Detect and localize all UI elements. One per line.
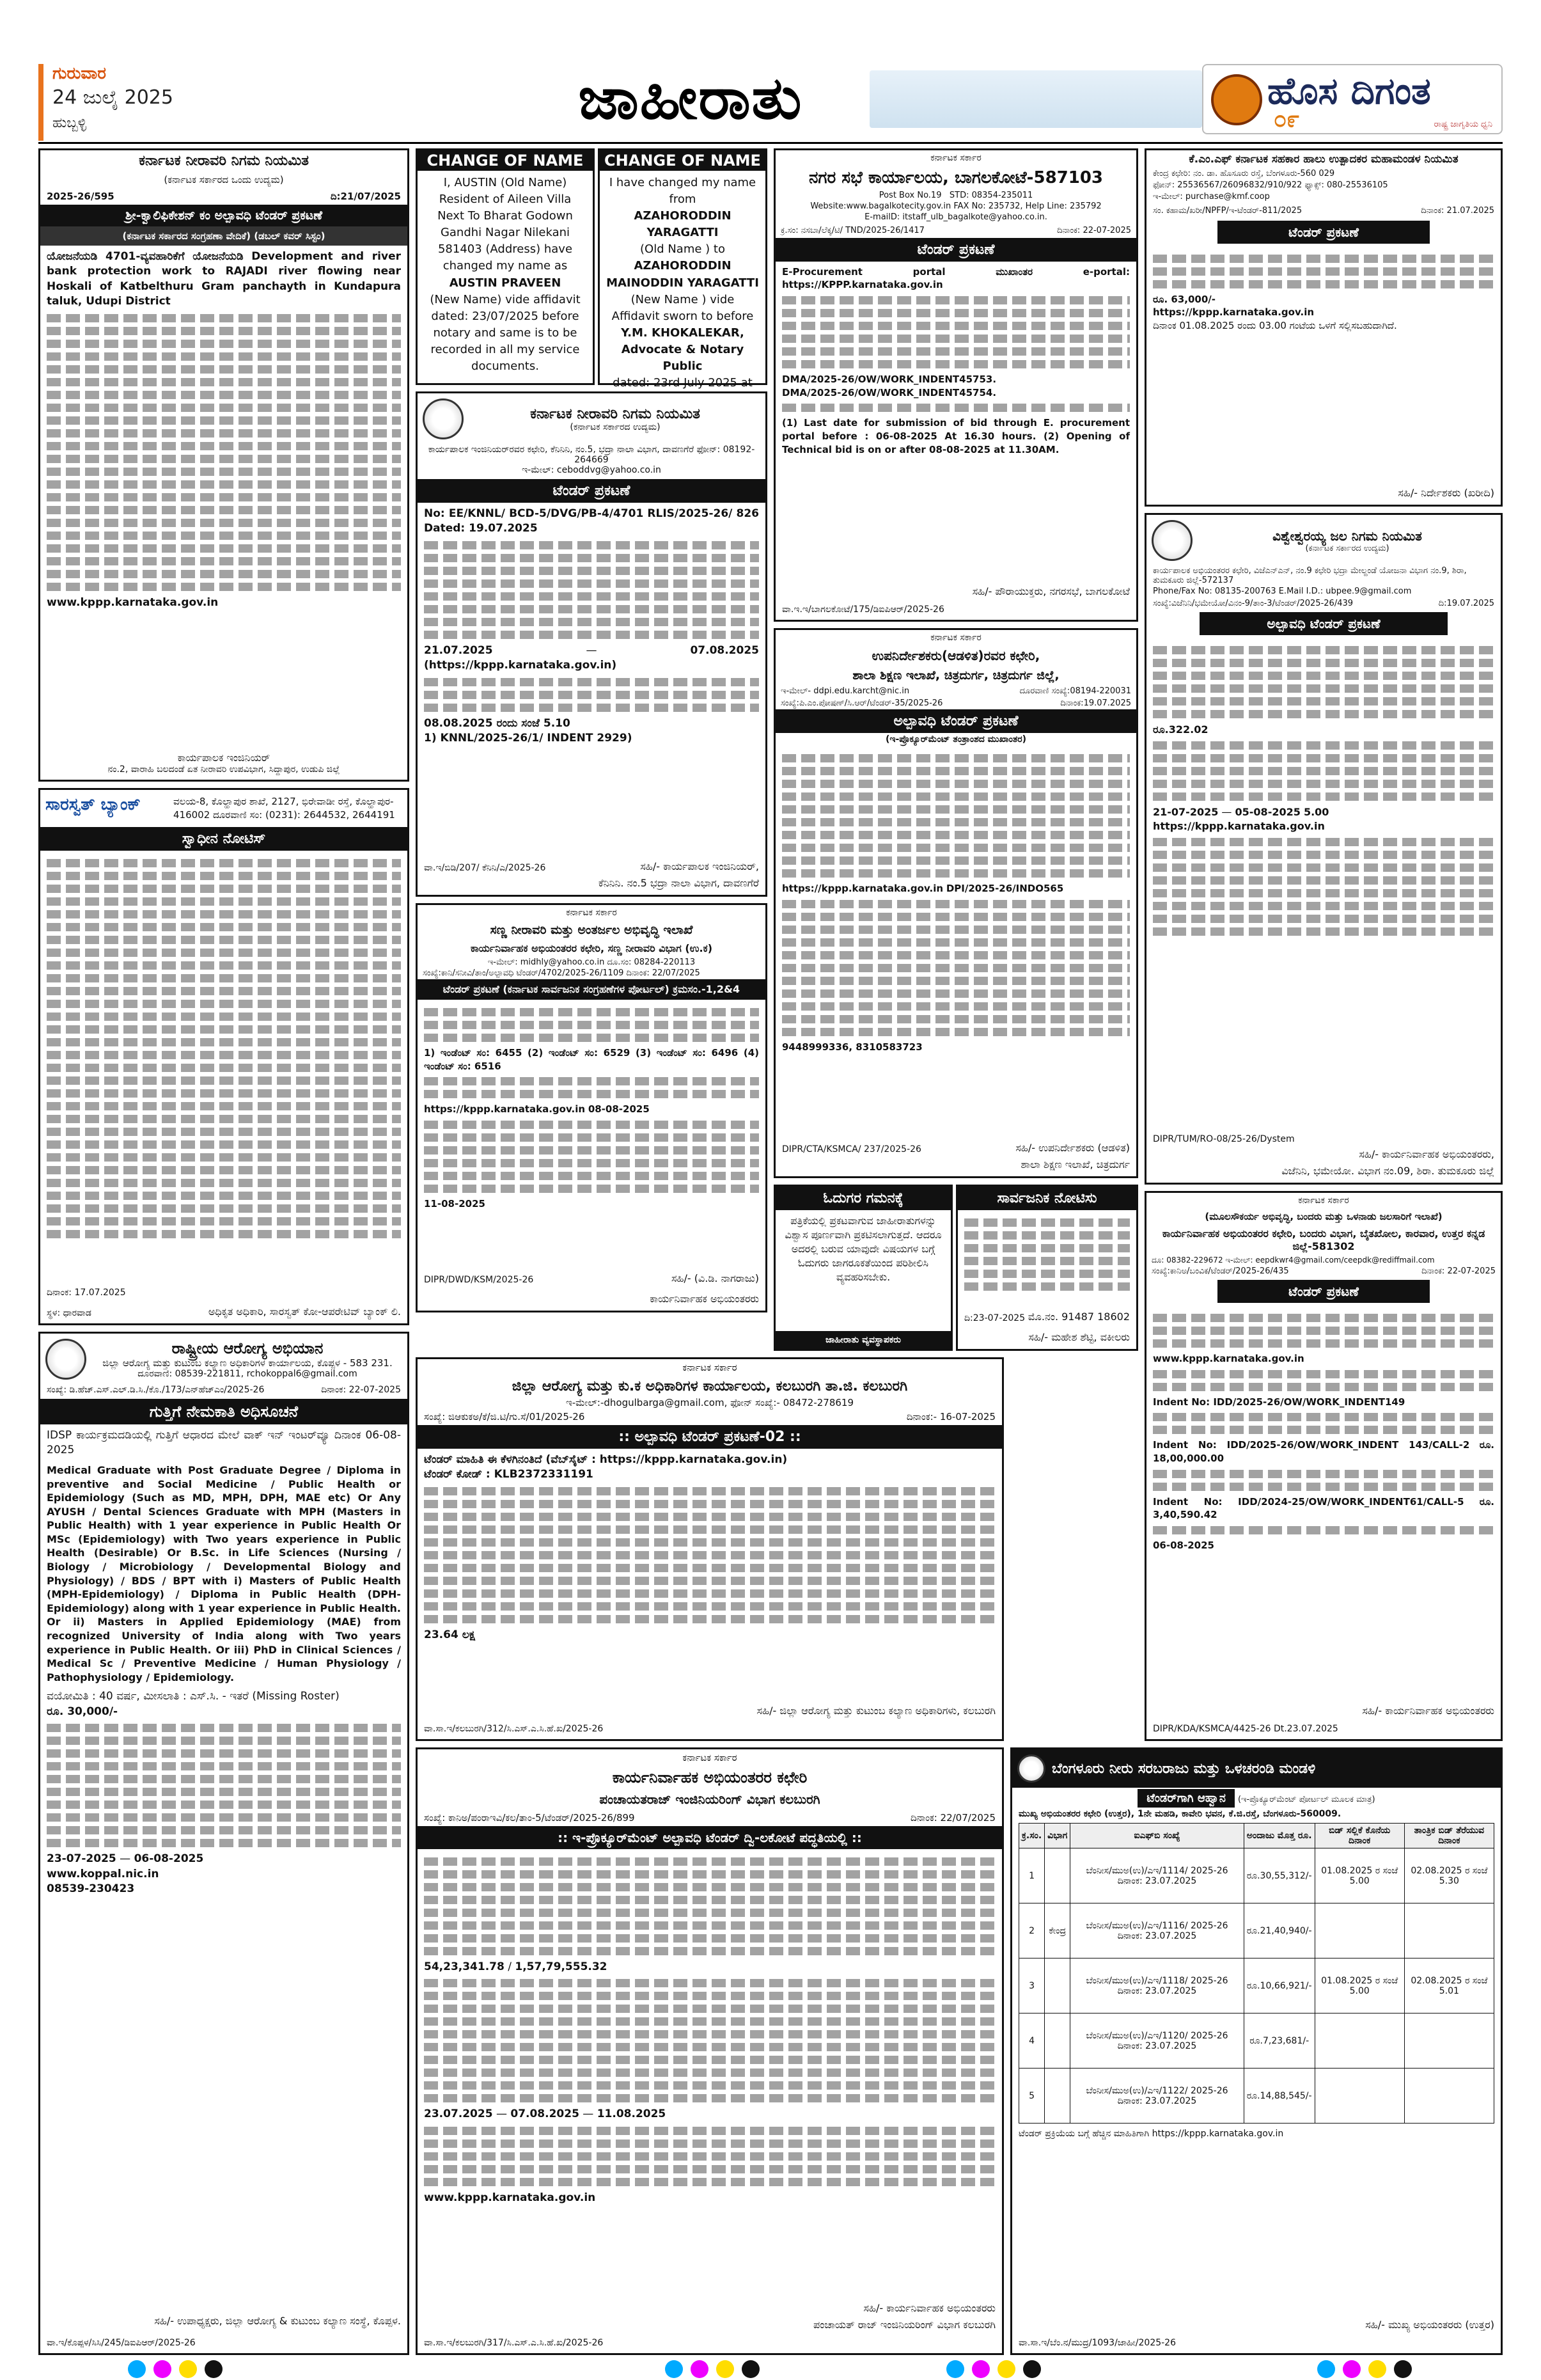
table-header: ವಿಭಾಗ — [1045, 1824, 1070, 1848]
registration-mark — [1343, 2360, 1361, 2378]
ad-kbjnl-tender — [38, 148, 409, 782]
ad-bar: ಟೆಂಡರ್ ಪ್ರಕಟಣೆ — [418, 479, 765, 503]
table-cell: ಕೇಂದ್ರ — [1045, 1903, 1070, 1958]
table-cell: 2 — [1019, 1903, 1045, 1958]
ad-readers-notice: ಓದುಗರ ಗಮನಕ್ಕೆ ಪತ್ರಿಕೆಯಲ್ಲಿ ಪ್ರಕಟವಾಗುವ ಜಾಹೀರಾತುಗಳನ್ನು ವಿಶ್ವಾಸ ಪೂರ್ಣವಾಗಿ ಪ್ರಕಟಿಸಲಾಗುತ್ತದೆ. ಆದರೂ ಅದರಲ್ಲಿ ಬರುವ ಯಾವುದೇ ವಿಷಯಗಳ ಬಗ್ಗೆ ಓದುಗರು ಜಾಗರೂಕತೆಯಿಂದ ಪರಿಶೀಲಿಸಿ ವ್ಯವಹರಿಸಬೇಕು. ಜಾಹೀರಾತು ವ್ಯವಸ್ಥಾಪಕರು — [774, 1185, 953, 1351]
table-header: ಬಿಡ್ ಸಲ್ಲಿಕೆ ಕೊನೆಯ ದಿನಾಂಕ — [1315, 1824, 1404, 1848]
table-cell: ಬೆಂನೀಸ/ಮುಅ(ಉ)/ಎಇ/1120/ 2025-26 ದಿನಾಂಕ: 23.07.2025 — [1070, 2014, 1244, 2069]
table-cell — [1045, 2014, 1070, 2069]
registration-mark — [1394, 2360, 1412, 2378]
ad-bar: ಟೆಂಡರ್ ಪ್ರಕಟಣೆ — [776, 238, 1136, 262]
registration-mark — [128, 2360, 146, 2378]
ad-title: CHANGE OF NAME — [418, 150, 593, 171]
table-cell: ರೂ.10,66,921/- — [1244, 1958, 1315, 2014]
table-cell — [1045, 2069, 1070, 2124]
ad-bar2: (ಕರ್ನಾಟಕ ಸರ್ಕಾರದ ಸಂಗ್ರಹಣಾ ವೇದಿಕೆ) (ಡಬಲ್ ಕವರ್ ಸಿಸ್ಟಂ) — [40, 226, 407, 246]
ad-kmf-tender: ಕೆ.ಎಂ.ಎಫ್ ಕರ್ನಾಟಕ ಸಹಕಾರ ಹಾಲು ಉತ್ಪಾದಕರ ಮಹಾಮಂಡಳ ನಿಯಮಿತ ಕೇಂದ್ರ ಕಛೇರಿ: ನಂ. ಡಾ. ಹೊಸೂರು ರಸ್ತೆ, ಬೆಂಗಳೂರು-560 029 ಫೋನ್: 25536567/26096832/910/922 ಫ್ಯಾಕ್ಸ್: 080-25536105 ಇ-ಮೇಲ್: purchase@kmf.coop ಸಂ. ಕಹಾಮ/ಖರೀ/NPFP/ಇ-ಟೆಂಡರ್-811/2025 ದಿನಾಂಕ: 21.07.2025 ಟೆಂಡರ್ ಪ್ರಕಟಣೆ ರೂ. 63,000/- https://kppp.karnataka.gov.in ದಿನಾಂಕ 01.08.2025 ರಂದು 03.00 ಗಂಟೆಯ ಒಳಗೆ ಸಲ್ಲಿಸಬಹುದಾಗಿದೆ. ಸಹಿ/- ನಿರ್ದೇಶಕರು (ಖರೀದಿ) — [1145, 148, 1503, 507]
notice-date: ದಿನಾಂಕ: 17.07.2025 — [47, 1288, 126, 1298]
ad-bar: ಶ್ರೀ-ಕ್ವಾಲಿಫಿಕೇಶನ್ ಕಂ ಅಲ್ಪಾವಧಿ ಟೆಂಡರ್ ಪ್ರಕಟಣೆ — [40, 205, 407, 226]
ad-lead: ಯೋಜನೆಯಡಿ 4701-ವ್ಯವಹಾರಿಕೆಗೆ ಯೋಜನೆಯಡಿ Development and river bank protection work to RAJADI river flowing near Hoskali of Katbelthuru Gram panchayth in Kundapura taluk, Udupi District — [47, 250, 401, 308]
table-row — [1019, 2014, 1494, 2069]
ad-ref-date: ದಿ:21/07/2025 — [330, 191, 401, 202]
edition-city: ಹುಬ್ಬಳ್ಳಿ — [52, 115, 87, 131]
table-cell: 02.08.2025 ರ ಸಂಜೆ 5.30 — [1404, 1848, 1494, 1903]
registration-mark — [1368, 2360, 1386, 2378]
ad-portal: www.kppp.karnataka.gov.in — [47, 595, 219, 609]
table-cell: ರೂ.30,55,312/- — [1244, 1848, 1315, 1903]
table-cell: ರೂ.21,40,940/- — [1244, 1903, 1315, 1958]
ad-signature: ಕಾರ್ಯಪಾಲಕ ಇಂಜಿನಿಯರ್ ನಂ.2, ವಾರಾಹಿ ಬಲದಂಡೆ ಏತ ನೀರಾವರಿ ಉಪವಿಭಾಗ, ಸಿದ್ದಾಪುರ, ಉಡುಪಿ ಜಿಲ್ಲೆ — [107, 752, 340, 775]
masthead-rule — [38, 142, 1503, 144]
table-cell: ಬೆಂನೀಸ/ಮುಅ(ಉ)/ಎಇ/1114/ 2025-26 ದಿನಾಂಕ: 23.07.2025 — [1070, 1848, 1244, 1903]
ad-nhm-recruitment: ರಾಷ್ಟ್ರೀಯ ಆರೋಗ್ಯ ಅಭಿಯಾನ ಜಿಲ್ಲಾ ಆರೋಗ್ಯ ಮತ್ತು ಕುಟುಂಬ ಕಲ್ಯಾಣ ಅಧಿಕಾರಿಗಳ ಕಾರ್ಯಾಲಯ, ಕೊಪ್ಪಳ - 583 231. ದೂರವಾಣಿ: 08539-221811, rchokoppal6@gmail.com ಸಂಖ್ಯೆ: ಡಿ.ಹೆಚ್.ಎಸ್.ಎಲ್.ಡಿ.ಸಿ./ಕೊ./173/ಎನ್‌ಹೆಚ್‌ಎಂ/2025-26 ದಿನಾಂಕ: 22-07-2025 ಗುತ್ತಿಗೆ ನೇಮಕಾತಿ ಅಧಿಸೂಚನೆ IDSP ಕಾರ್ಯಕ್ರಮದಡಿಯಲ್ಲಿ ಗುತ್ತಿಗೆ ಆಧಾರದ ಮೇಲೆ ವಾಕ್ ಇನ್ ಇಂಟರ್‌ವ್ಯೂ ದಿನಾಂಕ 06-08-2025 Medical Graduate with Post Graduate Degree / Diploma in preventive and Social Medicine / Public Health or Epidemiology (Such as MD, MPH, DPH, MAE etc) Or Any AYUSH / Dental Sciences Graduate with MPH (Masters in Public Health) with 1 year experience in Public Health Or MSc (Epidemiology) with Two years experience in Public Health (Desirable) Or B.Sc. in Life Sciences (Nursing / Biology / Microbiology / Developmental Biology and Physiology) / BDS / BPT with i) Masters of Public Health (MPH-Epidemiology) / Diploma in Public Health (DPH-Epidemiology) along with 1 year experience in Public Health. Or ii) Masters in Applied Epidemiology (MAE) from recognized University of India along with Two years experience in Public Health. Or iii) PhD in Clinical Sciences / Medical Sc / Preventive Medicine / Human Physiology / Pathophysiology / Epidemiology. ವಯೋಮಿತಿ : 40 ವರ್ಷ, ಮೀಸಲಾತಿ : ಎಸ್.ಸಿ. - ಇತರೆ (Missing Roster) ರೂ. 30,000/- 23-07-2025 — 06-08-2025 www.koppal.nic.in 08539-230423 ಸಹಿ/- ಉಪಾಧ್ಯಕ್ಷರು, ಜಿಲ್ಲಾ ಆರೋಗ್ಯ & ಕುಟುಂಬ ಕಲ್ಯಾಣ ಸಂಸ್ಥೆ, ಕೊಪ್ಪಳ. ವಾ.ಇ/ಕೊಪ್ಪಳ/ಸಿಸಿ/245/ಡಿಐಪಿಆರ್/2025-26 — [38, 1332, 409, 2355]
registration-mark — [1023, 2360, 1041, 2378]
date-block — [38, 64, 192, 141]
page-number: ೦೯ — [1274, 106, 1300, 132]
ad-bar: ಟೆಂಡರ್ ಪ್ರಕಟಣೆ (ಕರ್ನಾಟಕ ಸಾರ್ವಜನಿಕ ಸಂಗ್ರಹಣೆಗಳ ಪೋರ್ಟಲ್) ಕ್ರಮಸಂ.-1,2&4 — [418, 979, 765, 1000]
registration-mark — [997, 2360, 1015, 2378]
website: www.koppal.nic.in — [47, 1867, 159, 1880]
ad-bar: ಟೆಂಡರ್ ಪ್ರಕಟಣೆ — [1217, 1280, 1430, 1303]
ad-bar: :: ಅಲ್ಪಾವಧಿ ಟೆಂಡರ್ ಪ್ರಕಟಣೆ-02 :: — [418, 1425, 1002, 1449]
ad-kalaburagi-pr: ಕರ್ನಾಟಕ ಸರ್ಕಾರ ಕಾರ್ಯನಿರ್ವಾಹಕ ಅಭಿಯಂತರರ ಕಛೇರಿ ಪಂಚಾಯತರಾಜ್ ಇಂಜಿನಿಯರಿಂಗ್ ವಿಭಾಗ ಕಲಬುರಗಿ ಸಂಖ್ಯೆ: ಕಾನಿಅ/ಪಂರಾಇವಿ/ಕಲ/ತಾಂ-5/ಟೆಂಡರ್/2025-26/899 ದಿನಾಂಕ: 22/07/2025 :: ಇ-ಪ್ರೊಕ್ಯೂರ್‌ಮೆಂಟ್ ಅಲ್ಪಾವಧಿ ಟೆಂಡರ್ ದ್ವಿ-ಲಕೋಟೆ ಪದ್ಧತಿಯಲ್ಲಿ :: 54,23,341.78 / 1,57,79,555.32 23.07.2025 — 07.08.2025 — 11.08.2025 www.kppp.karnataka.gov.in ಸಹಿ/- ಕಾರ್ಯನಿರ್ವಾಹಕ ಅಭಿಯಂತರರು ಪಂಚಾಯತ್ ರಾಜ್ ಇಂಜಿನಿಯರಿಂಗ್ ವಿಭಾಗ ಕಲಬುರಗಿ ವಾ.ಸಾ.ಇ/ಕಲಬುರಗಿ/317/ಸಿ.ಎಸ್.ಎ.ಸಿ.ಹೆ.ಖ/2025-26 — [416, 1747, 1004, 2355]
ad-lead: IDSP ಕಾರ್ಯಕ್ರಮದಡಿಯಲ್ಲಿ ಗುತ್ತಿಗೆ ಆಧಾರದ ಮೇಲೆ ವಾಕ್ ಇನ್ ಇಂಟರ್‌ವ್ಯೂ ದಿನಾಂಕ 06-08-2025 — [47, 1429, 401, 1457]
ad-title: CHANGE OF NAME — [600, 150, 765, 171]
table-cell — [1045, 1958, 1070, 2014]
ad-org: ಕರ್ನಾಟಕ ನೀರಾವರಿ ನಿಗಮ ನಿಯಮಿತ — [139, 153, 309, 169]
bwssb-logo-icon — [1017, 1754, 1045, 1783]
table-header: ತಾಂತ್ರಿಕ ಬಿಡ್ ತೆರೆಯುವ ದಿನಾಂಕ — [1404, 1824, 1494, 1848]
masthead-band — [870, 70, 1202, 128]
table-cell — [1404, 2069, 1494, 2124]
ad-knnl-davangere: ಕರ್ನಾಟಕ ನೀರಾವರಿ ನಿಗಮ ನಿಯಮಿತ (ಕರ್ನಾಟಕ ಸರ್ಕಾರದ ಉದ್ಯಮ) ಕಾರ್ಯಪಾಲಕ ಇಂಜಿನಿಯರ್‌ರವರ ಕಛೇರಿ, ಕೆನಿನಿನಿ, ನಂ.5, ಭದ್ರಾ ನಾಲಾ ವಿಭಾಗ, ದಾವಣಗೆರೆ ಫೋನ್: 08192-264669 ಇ-ಮೇಲ್: ceboddvg@yahoo.co.in ಟೆಂಡರ್ ಪ್ರಕಟಣೆ No: EE/KNNL/ BCD-5/DVG/PB-4/4701 RLIS/2025-26/ 826 Dated: 19.07.2025 21.07.2025 — 07.08.2025 (https://kppp.karnataka.gov.in) 08.08.2025 ರಂದು ಸಂಜೆ 5.10 1) KNNL/2025-26/1/ INDENT 2929) ಸಹಿ/- ಕಾರ್ಯಪಾಲಕ ಇಂಜಿನಿಯರ್, ಕೆನಿನಿನಿ. ನಂ.5 ಭದ್ರಾ ನಾಲಾ ವಿಭಾಗ, ದಾವಣಗೆರೆ ವಾ.ಇ/ಬಿಡಿ/207/ ಕೆನಿನಿ/ಎ/2025-26 — [416, 391, 767, 897]
old-name: AZAHORODDIN YARAGATTI — [634, 209, 731, 240]
table-header: ಐಎಫ್‌ಬಿ ಸಂಖ್ಯೆ — [1070, 1824, 1244, 1848]
bank-address: ವಲಯ-8, ಕೊಲ್ಹಾಪುರ ಶಾಖೆ, 2127, ಭಿರೇವಾಡೀ ರಸ್ತೆ, ಕೊಲ್ಹಾಪುರ- 416002 ದೂರವಾಣಿ ಸಂ: (0231): 2644532, 2644191 — [173, 796, 395, 821]
registration-mark — [205, 2360, 223, 2378]
table-cell: ರೂ.7,23,681/- — [1244, 2014, 1315, 2069]
section-title: ಜಾಹೀರಾತು — [578, 64, 803, 132]
ad-public-notice: ಸಾರ್ವಜನಿಕ ನೋಟಿಸು ದಿ:23-07-2025 ಮೊ.ನಂ. 91487 18602 ಸಹಿ/- ಮಹೇಶ ಶೆಟ್ಟಿ, ವಕೀಲರು — [956, 1185, 1138, 1351]
table-header: ಕ್ರ.ಸಂ. — [1019, 1824, 1045, 1848]
table-cell: ಬೆಂನೀಸ/ಮುಅ(ಉ)/ಎಇ/1116/ 2025-26 ದಿನಾಂಕ: 23.07.2025 — [1070, 1903, 1244, 1958]
registration-mark — [716, 2360, 734, 2378]
table-row — [1019, 1903, 1494, 1958]
ad-bwssb-tender: ಬೆಂಗಳೂರು ನೀರು ಸರಬರಾಜು ಮತ್ತು ಒಳಚರಂಡಿ ಮಂಡಳಿ ಟೆಂಡರ್‌ಗಾಗಿ ಆಹ್ವಾನ (ಇ-ಪ್ರೊಕ್ಯೂರ್‌ಮೆಂಟ್ ಪೋರ್ಟಲ್ ಮೂಲಕ ಮಾತ್ರ) ಮುಖ್ಯ ಅಭಿಯಂತರರ ಕಛೇರಿ (ಉತ್ತರ), 1ನೇ ಮಹಡಿ, ಕಾವೇರಿ ಭವನ, ಕೆ.ಜಿ.ರಸ್ತೆ, ಬೆಂಗಳೂರು-560009. ಕ್ರ.ಸಂ. ವಿಭಾಗ ಐಎಫ್‌ಬಿ ಸಂಖ್ಯೆ ಅಂದಾಜು ಮೊತ್ತ ರೂ. ಬಿಡ್ ಸಲ್ಲಿಕೆ ಕೊನೆಯ ದಿನಾಂಕ ತಾಂತ್ರಿಕ ಬಿಡ್ ತೆರೆಯುವ ದಿನಾಂಕ 1 ಬೆಂನೀಸ/ಮುಅ(ಉ)/ಎಇ/1114/ 2025-26 ದಿನಾಂಕ: 23.07.2025 ರೂ.30,55,312/- 01.08.2025 ರ ಸಂಜೆ 5.00 02.08.2025 ರ ಸಂಜೆ 5.30 2 ಕೇಂದ್ರ ಬೆಂನೀಸ/ಮುಅ(ಉ)/ಎಇ/1116/ 2025-26 ದಿನಾಂಕ: 23.07.2025 ರೂ.21,40,940/- 3 ಬೆಂನೀಸ/ಮುಅ(ಉ)/ಎಇ/1118/ 2025-26 ದಿನಾಂಕ: 23.07.2025 ರೂ.10,66,921/- 01.08.2025 ರ ಸಂಜೆ 5.00 02.08.2025 ರ ಸಂಜೆ 5.01 4 ಬೆಂನೀಸ/ಮುಅ(ಉ)/ಎಇ/1120/ 2025-26 ದಿನಾಂಕ: 23.07.2025 ರೂ.7,23,681/- 5 ಬೆಂನೀಸ/ಮುಅ(ಉ)/ಎಇ/1122/ 2025-26 ದಿನಾಂಕ: 23.07.2025 ರೂ.14,88,545/- ಟೆಂಡರ್ ಪ್ರಕ್ರಿಯೆಯ ಬಗ್ಗೆ ಹೆಚ್ಚಿನ ಮಾಹಿತಿಗಾಗಿ https://kppp.karnataka.gov.in ಸಹಿ/- ಮುಖ್ಯ ಅಭಿಯಂತರರು (ಉತ್ತರ) ವಾ.ಸಾ.ಇ/ಬೆಂ.ನ/ಮುದ್ರ/1093/ಜಾಹೀ/2025-26 — [1010, 1747, 1503, 2355]
ad-change-of-name-1: CHANGE OF NAME I, AUSTIN (Old Name) Resident of Aileen Villa Next To Bharat Godown Gandhi Nagar Nilekani 581403 (Address) have changed my name as AUSTIN PRAVEEN (New Name) vide affidavit dated: 23/07/2025 before notary and same is to be recorded in all my service documents. — [416, 148, 595, 385]
table-cell — [1315, 2069, 1404, 2124]
ad-code: ವಾ.ಇ/ಕೊಪ್ಪಳ/ಸಿಸಿ/245/ಡಿಐಪಿಆರ್/2025-26 — [47, 2338, 196, 2348]
ad-bar: ಗುತ್ತಿಗೆ ನೇಮಕಾತಿ ಅಧಿಸೂಚನೆ — [40, 1399, 407, 1424]
registration-mark — [742, 2360, 760, 2378]
ad-body — [40, 246, 407, 614]
table-row — [1019, 2069, 1494, 2124]
table-cell — [1315, 1903, 1404, 1958]
table-cell: 4 — [1019, 2014, 1045, 2069]
bank-name: ಸಾರಸ್ವತ್ ಬ್ಯಾಂಕ್ — [45, 795, 141, 814]
tender-table — [1019, 1823, 1494, 2124]
qualification: Medical Graduate with Post Graduate Degree / Diploma in preventive and Social Medicine / Public Health or Epidemiology (Such as MD, MPH, DPH, MAE etc) Or Any AYUSH / Dental Sciences Graduate with MPH (Masters in Public Health) with 1 year experience in Public Health Or MSc (Epidemiology) with Two years experience in Public Health (Desirable) Or B.Sc. in Life Sciences (Nursing / Biology / Microbiology / Developmental Biology and Physiology) / BDS / BPT with i) Masters of Public Health (MPH-Epidemiology) / Diploma in Public Health (DPH-Epidemiology) along with 1 year experience in Public Health. Or ii) Masters in Applied Epidemiology (MAE) from recognized University of India along with Two years experience in Public Health. Or iii) PhD in Clinical Sciences / Medical Sc / Preventive Medicine / Human Physiology / Pathophysiology / Epidemiology. — [47, 1463, 401, 1683]
ad-org: ರಾಷ್ಟ್ರೀಯ ಆರೋಗ್ಯ ಅಭಿಯಾನ — [171, 1339, 324, 1357]
table-cell — [1404, 2014, 1494, 2069]
table-row — [1019, 1848, 1494, 1903]
notice-place: ಸ್ಥಳ: ಧಾರವಾಡ — [47, 1308, 91, 1318]
ad-signature: ಸಹಿ/- ಉಪಾಧ್ಯಕ್ಷರು, ಜಿಲ್ಲಾ ಆರೋಗ್ಯ & ಕುಟುಂಬ ಕಲ್ಯಾಣ ಸಂಸ್ಥೆ, ಕೊಪ್ಪಳ. — [154, 2315, 401, 2327]
table-cell: ಬೆಂನೀಸ/ಮುಅ(ಉ)/ಎಇ/1122/ 2025-26 ದಿನಾಂಕ: 23.07.2025 — [1070, 2069, 1244, 2124]
ad-bar: ಸ್ವಾಧೀನ ನೋಟಿಸ್ — [40, 827, 407, 851]
table-cell: 3 — [1019, 1958, 1045, 2014]
ad-bar: ಸಾರ್ವಜನಿಕ ನೋಟಿಸು — [958, 1186, 1136, 1210]
ad-saraswat-bank — [38, 788, 409, 1325]
issue-date: 24 ಜುಲೈ 2025 — [52, 86, 173, 109]
ad-sub: (ಕರ್ನಾಟಕ ಸರ್ಕಾರದ ಒಂದು ಉದ್ಯಮ) — [164, 174, 284, 185]
bank-signature: ಅಧಿಕೃತ ಅಧಿಕಾರಿ, ಸಾರಸ್ವತ್ ಕೋ-ಆಪರೇಟಿವ್ ಬ್ಯಾಂಕ್ ಲಿ. — [208, 1305, 401, 1318]
registration-mark — [946, 2360, 964, 2378]
table-cell: 01.08.2025 ರ ಸಂಜೆ 5.00 — [1315, 1848, 1404, 1903]
ad-kalaburagi-health: ಕರ್ನಾಟಕ ಸರ್ಕಾರ ಜಿಲ್ಲಾ ಆರೋಗ್ಯ ಮತ್ತು ಕು.ಕ ಅಧಿಕಾರಿಗಳ ಕಾರ್ಯಾಲಯ, ಕಲಬುರಗಿ ತಾ.ಜಿ. ಕಲಬುರಗಿ ಇ-ಮೇಲ್:-dhogulbarga@gmail.com, ಫೋನ್ ಸಂಖ್ಯೆ:- 08472-278619 ಸಂಖ್ಯೆ: ಜಿಆಕುಕಅ/ಕೆ/ಜಿ.ಟಿ/ಗು.ಸೆ/01/2025-26 ದಿನಾಂಕ:- 16-07-2025 :: ಅಲ್ಪಾವಧಿ ಟೆಂಡರ್ ಪ್ರಕಟಣೆ-02 :: ಟೆಂಡರ್ ಮಾಹಿತಿ ಈ ಕೆಳಗಿನಂತಿದೆ (ವೆಬ್‌ಸೈಟ್ : https://kppp.karnataka.gov.in) ಟೆಂಡರ್ ಕೋಡ್ : KLB2372331191 23.64 ಲಕ್ಷ ಸಹಿ/- ಜಿಲ್ಲಾ ಆರೋಗ್ಯ ಮತ್ತು ಕುಟುಂಬ ಕಲ್ಯಾಣ ಅಧಿಕಾರಿಗಳು, ಕಲಬುರಗಿ ವಾ.ಸಾ.ಇ/ಕಲಬುರಗಿ/312/ಸಿ.ಎಸ್.ಎ.ಸಿ.ಹೆ.ಖ/2025-26 — [416, 1357, 1004, 1741]
ad-bagalkote-cmc: ಕರ್ನಾಟಕ ಸರ್ಕಾರ ನಗರ ಸಭೆ ಕಾರ್ಯಾಲಯ, ಬಾಗಲಕೋಟೆ-587103 Post Box No.19 STD: 08354-235011 Website:www.bagalkotecity.gov.in FAX No: 235732, Help Line: 235792 E-mailD: itstaff_ulb_bagalkote@yahoo.co.in. ಕ್ರ.ಸಂ: ನಸಬಾ/ಲೆಕ್ಕ/ಟಿ/ TND/2025-26/1417 ದಿನಾಂಕ: 22-07-2025 ಟೆಂಡರ್ ಪ್ರಕಟಣೆ E-Procurement portal ಮುಖಾಂತರ e-portal: https://KPPP.karnataka.gov.in DMA/2025-26/OW/WORK_INDENT45753. DMA/2025-26/OW/WORK_INDENT45754. (1) Last date for submission of bid through E. procurement portal before : 06-08-2025 At 16.30 hours. (2) Opening of Technical bid is on or after 08-08-2025 at 11.30AM. ಸಹಿ/- ಪೌರಾಯುಕ್ತರು, ನಗರಸಭೆ, ಬಾಗಲಕೋಟೆ ವಾ.ಇ.ಇ/ಬಾಗಲಕೋಟೆ/175/ಡಿಐಪಿಆರ್/2025-26 — [774, 148, 1138, 622]
ad-bar: ಅಲ್ಪಾವಧಿ ಟೆಂಡರ್ ಪ್ರಕಟಣೆ — [1200, 612, 1448, 635]
table-cell — [1404, 1903, 1494, 1958]
govt-seal-icon — [45, 1339, 86, 1380]
ad-ref: 2025-26/595 — [47, 191, 114, 202]
ad-org2: ಜಿಲ್ಲಾ ಆರೋಗ್ಯ ಮತ್ತು ಕುಟುಂಬ ಕಲ್ಯಾಣ ಅಧಿಕಾರಿಗಳ ಕಾರ್ಯಾಲಯ, ಕೊಪ್ಪಳ - 583 231. — [102, 1357, 393, 1369]
registration-mark — [179, 2360, 197, 2378]
registration-mark — [665, 2360, 683, 2378]
ad-bar: :: ಇ-ಪ್ರೊಕ್ಯೂರ್‌ಮೆಂಟ್ ಅಲ್ಪಾವಧಿ ಟೆಂಡರ್ ದ್ವಿ-ಲಕೋಟೆ ಪದ್ಧತಿಯಲ್ಲಿ :: — [418, 1826, 1002, 1849]
masthead — [38, 64, 1503, 141]
registration-mark — [972, 2360, 990, 2378]
salary: ರೂ. 30,000/- — [47, 1705, 118, 1718]
table-cell: 5 — [1019, 2069, 1045, 2124]
table-cell — [1045, 1848, 1070, 1903]
vjnl-logo-icon — [1152, 520, 1193, 561]
table-cell: ರೂ.14,88,545/- — [1244, 2069, 1315, 2124]
ad-bar: ಟೆಂಡರ್ ಪ್ರಕಟಣೆ — [1217, 221, 1430, 244]
table-header: ಅಂದಾಜು ಮೊತ್ತ ರೂ. — [1244, 1824, 1315, 1848]
new-name: AZAHORODDIN MAINODDIN YARAGATTI — [606, 259, 759, 290]
ad-bar: ಟೆಂಡರ್‌ಗಾಗಿ ಆಹ್ವಾನ — [1138, 1789, 1234, 1808]
knnl-logo-icon — [423, 398, 464, 439]
table-row — [1019, 1958, 1494, 2014]
ad-vjnl-tender: ವಿಶ್ವೇಶ್ವರಯ್ಯ ಜಲ ನಿಗಮ ನಿಯಮಿತ (ಕರ್ನಾಟಕ ಸರ್ಕಾರದ ಉದ್ಯಮ) ಕಾರ್ಯಪಾಲಕ ಅಭಿಯಂತರರ ಕಛೇರಿ, ವಿಜೆಎನ್‌ಎನ್, ನಂ.9 ಕಛೇರಿ ಭದ್ರಾ ಮೇಲ್ದಂಡೆ ಯೋಜನಾ ವಿಭಾಗ ನಂ.9, ಶಿರಾ, ತುಮಕೂರು ಜಿಲ್ಲೆ-572137 Phone/Fax No: 08135-200763 E.Mail I.D.: ubpee.9@gmail.com ಸಂಖ್ಯೆ:ವಿಜೆನಿನಿ/ಭಮೇಯೋ/ವಿನಂ-9/ತಾಂ-3/ಟೆಂಡರ್/2025-26/439 ದಿ:19.07.2025 ಅಲ್ಪಾವಧಿ ಟೆಂಡರ್ ಪ್ರಕಟಣೆ ರೂ.322.02 21-07-2025 — 05-08-2025 5.00 https://kppp.karnataka.gov.in ಸಹಿ/- ಕಾರ್ಯನಿರ್ವಾಹಕ ಅಭಿಯಂತರರು, ವಿಜೆನಿನಿ, ಭಮೇಯೋ. ವಿಭಾಗ ನಂ.09, ಶಿರಾ. ತುಮಕೂರು ಜಿಲ್ಲೆ DIPR/TUM/RO-08/25-26/Dystem — [1145, 513, 1503, 1185]
registration-mark — [691, 2360, 708, 2378]
ad-minor-irrigation: ಕರ್ನಾಟಕ ಸರ್ಕಾರ ಸಣ್ಣ ನೀರಾವರಿ ಮತ್ತು ಅಂತರ್ಜಲ ಅಭಿವೃದ್ಧಿ ಇಲಾಖೆ ಕಾರ್ಯನಿರ್ವಾಹಕ ಅಭಿಯಂತರರ ಕಛೇರಿ, ಸಣ್ಣ ನೀರಾವರಿ ವಿಭಾಗ (ಉ.ಕ) ಇ-ಮೇಲ್: midhly@yahoo.co.in ದೂ.ಸಂ: 08284-220113 ಸಂಖ್ಯೆ:ಕಾನಿ/ಸನೀವಿ/ತಾಂ/ಅಲ್ಪಾವಧಿ ಟೆಂಡರ್/4702/2025-26/1109 ದಿನಾಂಕ: 22/07/2025 ಟೆಂಡರ್ ಪ್ರಕಟಣೆ (ಕರ್ನಾಟಕ ಸಾರ್ವಜನಿಕ ಸಂಗ್ರಹಣೆಗಳ ಪೋರ್ಟಲ್) ಕ್ರಮಸಂ.-1,2&4 1) ಇಂಡೆಂಟ್ ಸಂ: 6455 (2) ಇಂಡೆಂಟ್ ಸಂ: 6529 (3) ಇಂಡೆಂಟ್ ಸಂ: 6496 (4) ಇಂಡೆಂಟ್ ಸಂ: 6516 https://kppp.karnataka.gov.in 08-08-2025 11-08-2025 ಸಹಿ/- (ವಿ.ಡಿ. ನಾಗರಾಜು) ಕಾರ್ಯನಿರ್ವಾಹಕ ಅಭಿಯಂತರರು DIPR/DWD/KSM/2025-26 — [416, 903, 767, 1312]
ad-chitradurga-education: ಕರ್ನಾಟಕ ಸರ್ಕಾರ ಉಪನಿರ್ದೇಶಕರು(ಆಡಳಿತ)ರವರ ಕಛೇರಿ, ಶಾಲಾ ಶಿಕ್ಷಣ ಇಲಾಖೆ, ಚಿತ್ರದುರ್ಗ, ಚಿತ್ರದುರ್ಗ ಜಿಲ್ಲೆ, ಇ-ಮೇಲ್- ddpi.edu.karcht@nic.in ದೂರವಾಣಿ ಸಂಖ್ಯೆ:08194-220031 ಸಂಖ್ಯೆ:ಪಿ.ಎಂ.ಪೋಷಣ್/ಸಿ.ಆರ್/ಟೆಂಡರ್-35/2025-26 ದಿನಾಂಕ:19.07.2025 ಅಲ್ಪಾವಧಿ ಟೆಂಡರ್ ಪ್ರಕಟಣೆ (ಇ-ಪ್ರೊಕ್ಯೂರ್‌ಮೆಂಟ್ ತಂತ್ರಾಂಶದ ಮುಖಾಂತರ) https://kppp.karnataka.gov.in DPI/2025-26/INDO565 9448999336, 8310583723 ಸಹಿ/- ಉಪನಿರ್ದೇಶಕರು (ಆಡಳಿತ) ಶಾಲಾ ಶಿಕ್ಷಣ ಇಲಾಖೆ, ಚಿತ್ರದುರ್ಗ DIPR/CTA/KSMCA/ 237/2025-26 — [774, 628, 1138, 1178]
table-cell: 1 — [1019, 1848, 1045, 1903]
ad-bar: ಓದುಗರ ಗಮನಕ್ಕೆ — [776, 1186, 951, 1210]
new-name: AUSTIN PRAVEEN — [449, 276, 561, 290]
ad-change-of-name-2: CHANGE OF NAME I have changed my name from AZAHORODDIN YARAGATTI (Old Name ) to AZAHORODDIN MAINODDIN YARAGATTI (New Name ) vide Affidavit sworn to before Y.M. KHOKALEKAR, Advocate & Notary Public dated: 23rd July 2025 at — [598, 148, 767, 385]
table-cell: 02.08.2025 ರ ಸಂಜೆ 5.01 — [1404, 1958, 1494, 2014]
age-limit: ವಯೋಮಿತಿ : 40 ವರ್ಷ, ಮೀಸಲಾತಿ : ಎಸ್.ಸಿ. - ಇತರೆ (Missing Roster) — [47, 1690, 340, 1703]
weekday: ಗುರುವಾರ — [52, 64, 106, 83]
table-cell: 01.08.2025 ರ ಸಂಜೆ 5.00 — [1315, 1958, 1404, 2014]
ad-bar: ಅಲ್ಪಾವಧಿ ಟೆಂಡರ್ ಪ್ರಕಟಣೆ — [776, 709, 1136, 733]
registration-mark — [153, 2360, 171, 2378]
table-cell — [1315, 2014, 1404, 2069]
logo-emblem-icon — [1211, 74, 1262, 125]
table-cell: ಬೆಂನೀಸ/ಮುಅ(ಉ)/ಎಇ/1118/ 2025-26 ದಿನಾಂಕ: 23.07.2025 — [1070, 1958, 1244, 2014]
ad-karwar-port: ಕರ್ನಾಟಕ ಸರ್ಕಾರ (ಮೂಲಸೌಕರ್ಯ ಅಭಿವೃದ್ಧಿ, ಬಂದರು ಮತ್ತು ಒಳನಾಡು ಜಲಸಾರಿಗೆ ಇಲಾಖೆ) ಕಾರ್ಯನಿರ್ವಾಹಕ ಅಭಿಯಂತರರ ಕಛೇರಿ, ಬಂದರು ವಿಭಾಗ, ಬೈತಖೋಲ, ಕಾರವಾರ, ಉತ್ತರ ಕನ್ನಡ ಜಿಲ್ಲೆ-581302 ದೂ: 08382-229672 ಇ-ಮೇಲ್: eepdkwr4@gmail.com/ceepdk@rediffmail.com ಸಂಖ್ಯೆ:ಕಾನಿಅ/ಬಂವಿಕ/ಟೆಂಡರ್/2025-26/435 ದಿನಾಂಕ: 22-07-2025 ಟೆಂಡರ್ ಪ್ರಕಟಣೆ www.kppp.karnataka.gov.in Indent No: IDD/2025-26/OW/WORK_INDENT149 Indent No: IDD/2025-26/OW/WORK_INDENT 143/CALL-2 ರೂ. 18,00,000.00 Indent No: IDD/2024-25/OW/WORK_INDENT61/CALL-5 ರೂ. 3,40,590.42 06-08-2025 ಸಹಿ/- ಕಾರ್ಯನಿರ್ವಾಹಕ ಅಭಿಯಂತರರು DIPR/KDA/KSMCA/4425-26 Dt.23.07.2025 — [1145, 1191, 1503, 1741]
newspaper-logo — [1202, 64, 1503, 134]
brand-tagline: ರಾಷ್ಟ್ರ ಜಾಗೃತಿಯ ಧ್ವನಿ — [1434, 120, 1492, 129]
brand-name: ಹೊಸ ದಿಗಂತ — [1267, 69, 1431, 113]
registration-mark — [1317, 2360, 1335, 2378]
